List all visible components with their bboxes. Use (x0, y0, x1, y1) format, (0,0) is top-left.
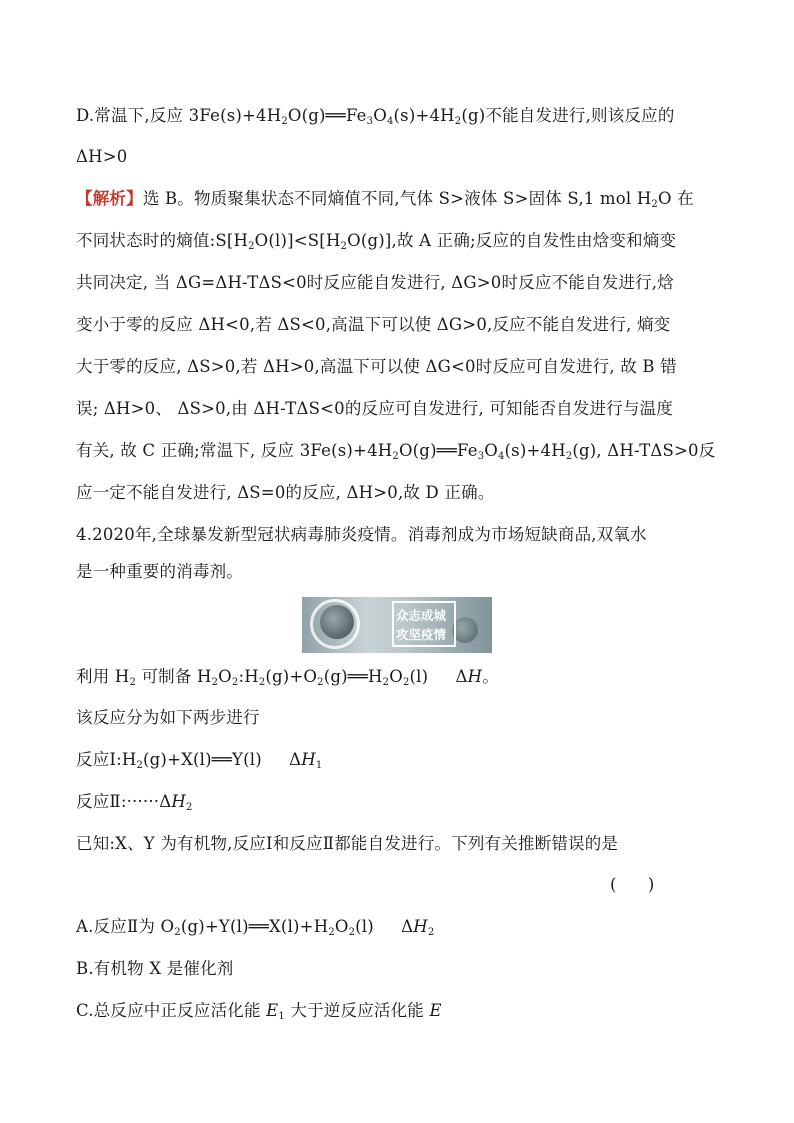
epidemic-banner-image (302, 597, 492, 653)
option-d-line: D.常温下,反应 $3Fe(s)+4H_2O(g)══Fe_3O_4(s)+4H_2(g)$不能自发进行,则该反应的 (76, 106, 675, 127)
answer-parentheses: ( ) (610, 875, 655, 894)
analysis-line-5: 大于零的反应, ΔS>0,若 ΔH>0,高温下可以使 ΔG<0时反应可自发进行, 故 B 错 (76, 357, 677, 376)
question-4-line-2: 是一种重要的消毒剂。 (76, 562, 243, 581)
banner-line-1: 众志成城 (396, 608, 447, 623)
banner-line-2: 攻坚疫情 (396, 627, 447, 642)
question-4-line-1: 4.2020年,全球暴发新型冠状病毒肺炎疫情。消毒剂成为市场短缺商品,双氧水 (76, 525, 647, 544)
analysis-line-8: 应一定不能自发进行, ΔS=0的反应, ΔH>0,故 D 正确。 (76, 483, 495, 502)
question-4-line-3: 利用 $H_2$ 可制备 $H_2O_2:H_2(g)+O_2(g)══H_2O_2(l)$ ΔH。 (76, 667, 499, 688)
analysis-line-7: 有关, 故 C 正确;常温下, 反应 $3Fe(s)+4H_2O(g)══Fe_3O_4(s)+4H_2(g)$, ΔH-TΔS>0反 (76, 441, 716, 462)
reaction-1-line: 反应$Ⅰ:H_2(g)+X(l)══Y(l)$ $\Delta H_1$ (76, 750, 323, 771)
option-c-line: C.总反应中正反应活化能 $E_1$ 大于逆反应活化能 E (76, 1001, 442, 1022)
option-a-line: A.反应Ⅱ为 $O_2(g)+Y(l)══X(l)+H_2O_2(l)$ $\Delta H_2$ (76, 917, 435, 938)
reaction-2-line: 反应$Ⅱ:\cdot\cdot\cdot\cdot\cdot\cdot\Delta H_2$ (76, 792, 193, 813)
option-b-line: B.有机物 X 是催化剂 (76, 959, 234, 978)
analysis-line-4: 变小于零的反应 ΔH<0,若 ΔS<0,高温下可以使 ΔG>0,反应不能自发进行, 熵变 (76, 315, 671, 334)
magnifier-icon (310, 599, 360, 649)
analysis-tag: 【解析】 (76, 189, 143, 208)
analysis-line-3: 共同决定, 当 ΔG=ΔH-TΔS<0时反应能自发进行, ΔG>0时反应不能自发进行,焓 (76, 273, 674, 292)
analysis-line-2: 不同状态时的熵值$:S[H_2O(l)]<S[H_2O(g)]$,故 A 正确;反应的自发性由焓变和熵变 (76, 231, 677, 252)
question-4-line-4: 该反应分为如下两步进行 (76, 708, 260, 727)
analysis-line-6: 误; ΔH>0、 ΔS>0,由 ΔH-TΔS<0的反应可自发进行, 可知能否自发进行与温度 (76, 399, 674, 418)
option-d-continuation: ΔH>0 (76, 147, 128, 166)
analysis-line-1: 【解析】选 B。物质聚集状态不同熵值不同,气体 S>液体 S>固体 S,1 mol $H_2O$ 在 (76, 189, 694, 210)
question-4-line-7: 已知:X、Y 为有机物,反应Ⅰ和反应Ⅱ都能自发进行。下列有关推断错误的是 (76, 834, 619, 853)
